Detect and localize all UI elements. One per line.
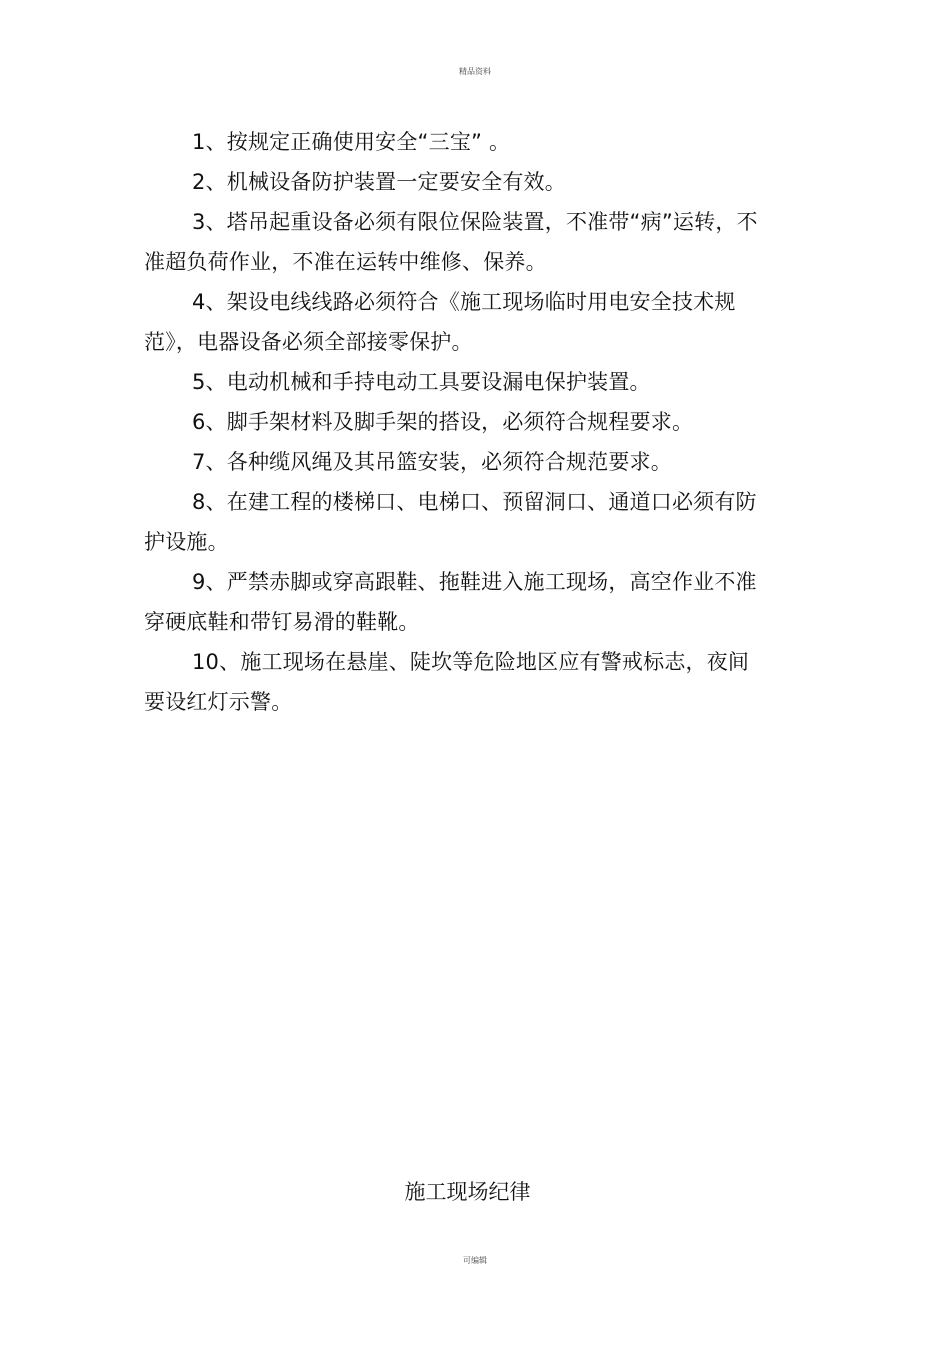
rule-item: 5、电动机械和手持电动工具要设漏电保护装置。 — [192, 370, 651, 394]
rules-list — [144, 122, 764, 722]
rule-item: 10、施工现场在悬崖、陡坎等危险地区应有警戒标志，夜间要设红灯示警。 — [144, 650, 750, 714]
rule-item: 3、塔吊起重设备必须有限位保险装置，不准带“病”运转，不准超负荷作业，不准在运转中维修、保养。 — [144, 210, 758, 274]
rule-item: 7、各种缆风绳及其吊篮安装，必须符合规范要求。 — [192, 450, 672, 474]
page-footer: 可编辑 — [463, 1256, 487, 1265]
section-title: 施工现场纪律 — [404, 1180, 531, 1204]
page-header: 精品资料 — [459, 67, 491, 76]
rule-item: 1、按规定正确使用安全“三宝” 。 — [192, 130, 511, 154]
rule-item: 8、在建工程的楼梯口、电梯口、预留洞口、通道口必须有防护设施。 — [144, 490, 757, 554]
rule-item: 2、机械设备防护装置一定要安全有效。 — [192, 170, 566, 194]
rule-item: 6、脚手架材料及脚手架的搭设，必须符合规程要求。 — [192, 410, 694, 434]
rule-item: 9、严禁赤脚或穿高跟鞋、拖鞋进入施工现场，高空作业不准穿硬底鞋和带钉易滑的鞋靴。 — [144, 570, 757, 634]
rule-item: 4、架设电线线路必须符合《施工现场临时用电安全技术规范》，电器设备必须全部接零保护。 — [144, 290, 736, 354]
